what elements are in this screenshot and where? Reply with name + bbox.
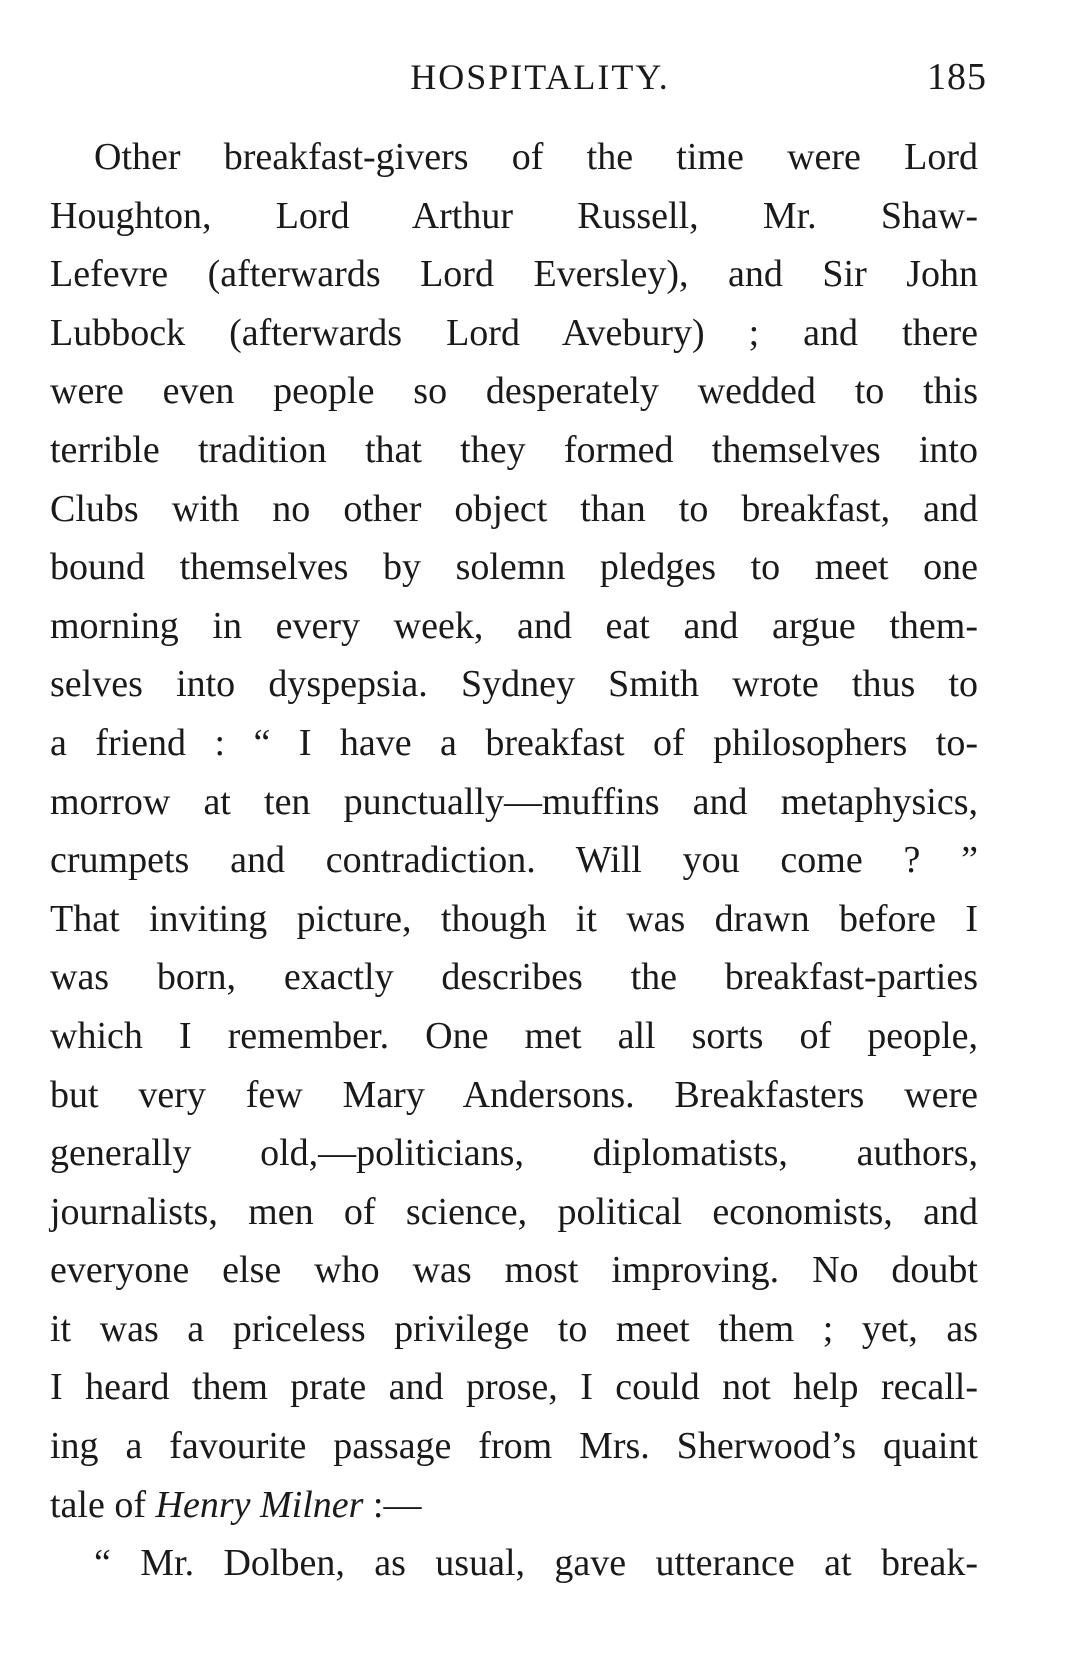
text-line: bound themselves by solemn pledges to meet one <box>50 546 978 589</box>
text-line: I heard them prate and prose, I could not help recall- <box>50 1366 978 1409</box>
text-line: morrow at ten punctually—muffins and metaphysics, <box>50 780 978 823</box>
text-line: Houghton, Lord Arthur Russell, Mr. Shaw- <box>50 194 978 237</box>
text-line: everyone else who was most improving. No doubt <box>50 1249 978 1292</box>
text-line: was born, exactly describes the breakfast-parties <box>50 956 978 999</box>
book-title-italic: Henry Milner <box>155 1483 364 1526</box>
text-line: crumpets and contradiction. Will you come ? ” <box>50 839 978 882</box>
text-line: generally old,—politicians, diplomatists, authors, <box>50 1132 978 1175</box>
text-line: were even people so desperately wedded to this <box>50 370 978 413</box>
text-line: it was a priceless privilege to meet them ; yet, as <box>50 1307 978 1350</box>
text-line: but very few Mary Andersons. Breakfasters were <box>50 1073 978 1116</box>
text-line: selves into dyspepsia. Sydney Smith wrote thus to <box>50 663 978 706</box>
running-title: HOSPITALITY. <box>410 57 670 97</box>
text-line: Clubs with no other object than to breakfast, and <box>50 487 978 530</box>
running-head <box>0 52 1080 102</box>
text-fragment: :— <box>363 1483 422 1526</box>
text-line: terrible tradition that they formed themselves into <box>50 428 978 471</box>
text-line: Lefevre (afterwards Lord Eversley), and Sir John <box>50 253 978 296</box>
quotation-line: “ Mr. Dolben, as usual, gave utterance at break- <box>94 1542 978 1585</box>
text-line: which I remember. One met all sorts of people, <box>50 1014 978 1057</box>
text-line: a friend : “ I have a breakfast of philosophers to- <box>50 721 978 764</box>
text-line: journalists, men of science, political economists, and <box>50 1190 978 1233</box>
text-line: morning in every week, and eat and argue them- <box>50 604 978 647</box>
text-fragment: tale of <box>50 1483 156 1526</box>
body-text <box>50 128 978 1593</box>
text-line: That inviting picture, though it was drawn before I <box>50 897 978 940</box>
page-number: 185 <box>927 56 987 98</box>
text-line: Other breakfast-givers of the time were Lord <box>94 136 978 178</box>
text-line: Lubbock (afterwards Lord Avebury) ; and there <box>50 311 978 354</box>
text-line-final <box>50 1476 978 1535</box>
text-line: ing a favourite passage from Mrs. Sherwood’s quaint <box>50 1425 978 1468</box>
